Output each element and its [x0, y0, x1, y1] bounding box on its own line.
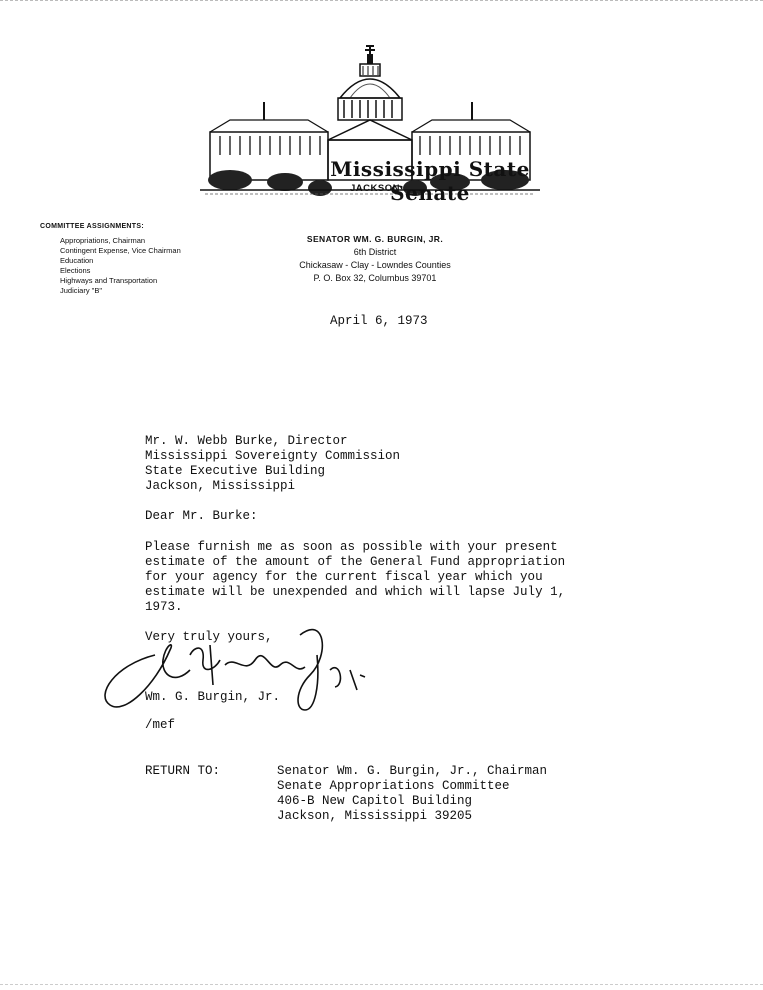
body-line: 1973. — [145, 600, 183, 614]
committee-item: Elections — [60, 266, 91, 275]
body-line: Please furnish me as soon as possible with your present — [145, 540, 558, 554]
return-line: Jackson, Mississippi 39205 — [277, 809, 473, 823]
body-line: estimate will be unexpended and which will lapse July 1, — [145, 585, 566, 599]
senator-name: SENATOR WM. G. BURGIN, JR. — [306, 234, 444, 244]
capitol-letterhead — [200, 40, 540, 215]
committee-item: Highways and Transportation — [60, 276, 158, 285]
committee-list — [60, 236, 181, 296]
committee-item: Education — [60, 256, 94, 265]
body-line: for your agency for the current fiscal year which you — [145, 570, 543, 584]
committee-title: COMMITTEE ASSIGNMENTS: — [40, 223, 144, 230]
scan-edge-bottom — [0, 984, 763, 987]
recipient-line: State Executive Building — [145, 464, 326, 478]
recipient-line: Mississippi Sovereignty Commission — [145, 449, 401, 463]
senator-box: P. O. Box 32, Columbus 39701 — [313, 273, 437, 283]
return-line: Senator Wm. G. Burgin, Jr., Chairman — [277, 764, 548, 778]
signer-name: Wm. G. Burgin, Jr. — [145, 690, 281, 704]
recipient-line: Mr. W. Webb Burke, Director — [145, 434, 348, 448]
senator-counties: Chickasaw - Clay - Lowndes Counties — [299, 260, 451, 270]
senator-district: 6th District — [353, 247, 397, 257]
closing: Very truly yours, — [145, 630, 273, 644]
scan-edge-top — [0, 0, 763, 5]
body-line: estimate of the amount of the General Fund appropriation — [145, 555, 566, 569]
committee-item: Appropriations, Chairman — [60, 236, 146, 245]
return-line: Senate Appropriations Committee — [277, 779, 510, 793]
salutation: Dear Mr. Burke: — [145, 509, 258, 523]
committee-item: Contingent Expense, Vice Chairman — [60, 246, 181, 255]
recipient-address — [145, 434, 400, 494]
return-label: RETURN TO: — [145, 764, 221, 778]
senator-info — [280, 233, 470, 285]
return-line: 406-B New Capitol Building — [277, 794, 473, 808]
typist-initials: /mef — [145, 718, 176, 732]
return-address — [277, 764, 547, 824]
letterhead-city: JACKSON — [350, 183, 400, 194]
letter-body — [145, 540, 575, 615]
committee-item: Judiciary "B" — [60, 286, 103, 295]
recipient-line: Jackson, Mississippi — [145, 479, 296, 493]
letter-date: April 6, 1973 — [330, 314, 428, 328]
letterhead-motto: Mississippi State Senate — [330, 157, 530, 205]
